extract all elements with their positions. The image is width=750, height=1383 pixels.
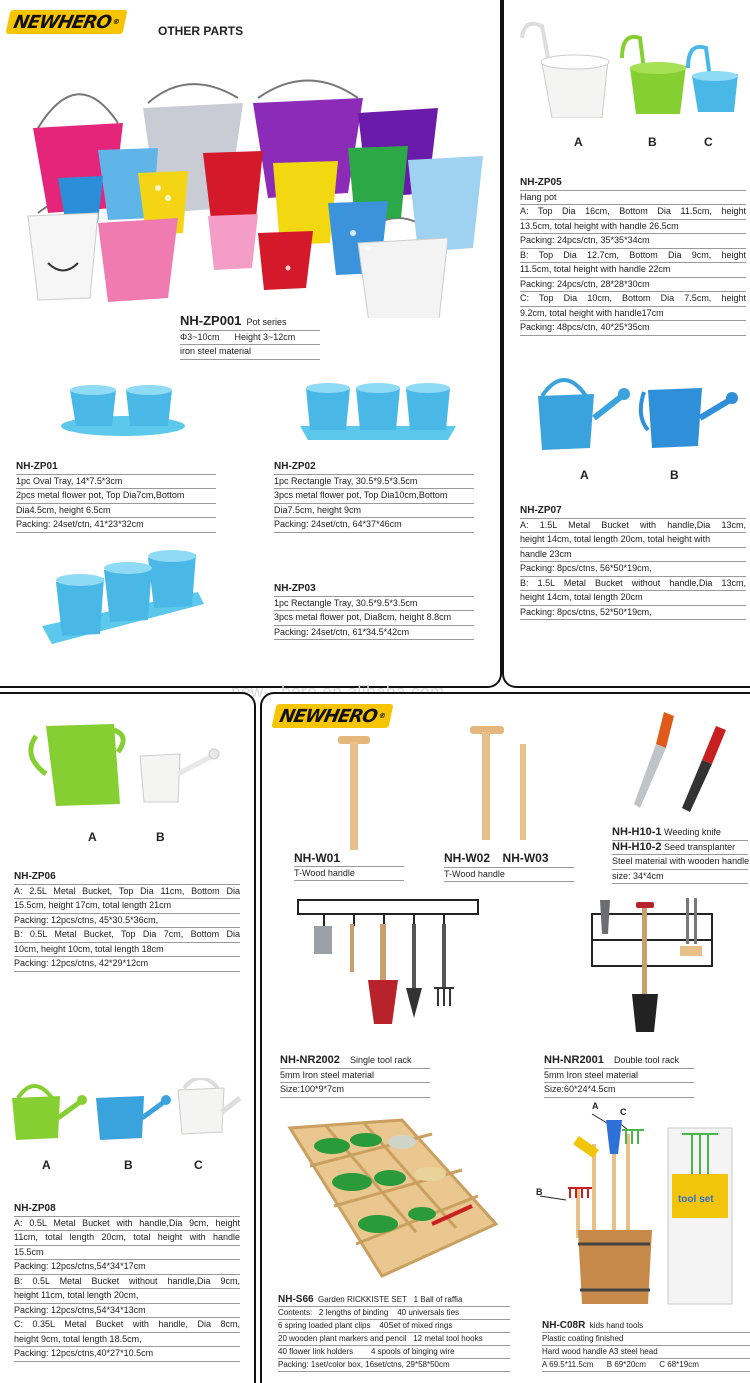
zp05-code: NH-ZP05	[520, 176, 746, 191]
zp07-line: height 14cm, total length 20cm, total height with	[520, 533, 746, 548]
zp001-code: NH-ZP001	[180, 313, 242, 328]
zp06-buckets-image	[22, 716, 242, 816]
zp05-hang-pots-image	[512, 18, 742, 118]
c08r-pic-label: B	[536, 1187, 543, 1197]
zp08-line: 11cm, total length 20cm, total height with handle	[14, 1231, 240, 1246]
zp08-line: 15.5cm	[14, 1246, 240, 1261]
w01-code: NH-W01	[294, 852, 404, 867]
w01-handle-image	[334, 734, 374, 854]
zp07-line: handle 23cm	[520, 548, 746, 563]
zp01-line: Packing: 24set/ctn, 41*23*32cm	[16, 518, 216, 533]
zp05-line: Packing: 24pcs/ctn, 35*35*34cm	[520, 234, 746, 249]
nr2002-rack-image	[294, 894, 484, 1034]
zp02-line: Packing: 24set/ctn, 64*37*46cm	[274, 518, 474, 533]
w02-w03-handles-image	[464, 724, 534, 844]
s66-cell: 2 lengths of binding	[318, 1308, 389, 1317]
s66-box-image	[282, 1114, 502, 1284]
zp05-label: A	[574, 135, 583, 149]
zp08-line: Packing: 12pcs/ctns,54*34*17cm	[14, 1260, 240, 1275]
zp03-line: 1pc Rectangle Tray, 30.5*9.5*3.5cm	[274, 597, 474, 612]
nr2002-code: NH-NR2002	[280, 1054, 340, 1066]
zp07-watering-cans-image	[524, 366, 744, 461]
pot-series-image	[18, 68, 498, 318]
zp001-material: iron steel material	[180, 345, 320, 360]
w01-block	[294, 852, 404, 881]
zp08-line: A: 0.5L Metal Bucket with handle,Dia 9cm, height	[14, 1217, 240, 1232]
zp07-label: A	[580, 468, 589, 482]
zp001-dia: Φ3~10cm	[180, 331, 220, 342]
h10-knives-image	[626, 708, 736, 818]
zp03-block	[274, 582, 474, 640]
zp05-line: 13.5cm, total height with handle 26.5cm	[520, 220, 746, 235]
c08r-line: Plastic coating finished	[542, 1333, 750, 1346]
c08r-size: B 69*20cm	[606, 1360, 646, 1369]
nr2001-block	[544, 1054, 694, 1098]
zp06-code: NH-ZP06	[14, 870, 240, 885]
zp08-label: C	[194, 1158, 203, 1172]
h10-line: Steel material with wooden handle	[612, 855, 748, 870]
zp06-line: 15.5cm, height 17cm, total length 21cm	[14, 899, 240, 914]
zp08-line: height 9cm, total length 18.5cm,	[14, 1333, 240, 1348]
zp03-tray-image	[38, 548, 208, 648]
zp05-line: A: Top Dia 16cm, Bottom Dia 11.5cm, height	[520, 205, 746, 220]
zp06-line: A: 2.5L Metal Bucket, Top Dia 11cm, Bottom Dia	[14, 885, 240, 900]
newhero-logo: NEWHERO ®	[271, 704, 393, 728]
zp08-line: Packing: 12pcs/ctns,40*27*10.5cm	[14, 1347, 240, 1362]
zp08-line: Packing: 12pcs/ctns,54*34*13cm	[14, 1304, 240, 1319]
c08r-block	[542, 1320, 750, 1372]
w03-code: NH-W03	[502, 851, 549, 865]
zp01-code: NH-ZP01	[16, 460, 216, 475]
zp05-line: C: Top Dia 10cm, Bottom Dia 7.5cm, height	[520, 292, 746, 307]
h10-1-code: NH-H10-1	[612, 826, 662, 838]
s66-cell: 20 wooden plant markers and pencil	[278, 1334, 407, 1343]
zp06-label: B	[156, 830, 165, 844]
nr2001-line: Size:60*24*4.5cm	[544, 1083, 694, 1098]
zp06-line: Packing: 12pcs/ctns, 42*29*12cm	[14, 957, 240, 972]
c08r-line: Hard wood handle A3 steel head	[542, 1346, 750, 1359]
nr2001-rack-image	[588, 894, 718, 1034]
s66-block	[278, 1294, 510, 1372]
zp07-code: NH-ZP07	[520, 504, 746, 519]
nr2002-line: Size:100*9*7cm	[280, 1083, 430, 1098]
w01-desc: T-Wood handle	[294, 867, 404, 882]
s66-name: Garden RICKKISTE SET	[318, 1295, 407, 1304]
zp05-line: Packing: 24pcs/ctn, 28*28*30cm	[520, 278, 746, 293]
zp07-line: Packing: 8pcs/ctns, 56*50*19cm,	[520, 562, 746, 577]
zp08-line: C: 0.35L Metal Bucket with handle, Dia 8cm,	[14, 1318, 240, 1333]
panel-hang-pots	[502, 0, 750, 688]
zp06-line: B: 0.5L Metal Bucket, Top Dia 7cm, Bottom Dia	[14, 928, 240, 943]
zp07-line: Packing: 8pcs/ctns, 52*50*19cm,	[520, 606, 746, 621]
zp08-line: B: 0.5L Metal Bucket without handle,Dia 9cm,	[14, 1275, 240, 1290]
zp02-block	[274, 460, 474, 533]
c08r-size: A 69.5*11.5cm	[542, 1360, 594, 1369]
zp06-label: A	[88, 830, 97, 844]
zp02-line: 3pcs metal flower pot, Top Dia10cm,Bottom	[274, 489, 474, 504]
nr2002-name: Single tool rack	[349, 1055, 412, 1065]
s66-cell: 12 metal tool hooks	[413, 1334, 483, 1343]
panel-watering-buckets	[0, 692, 256, 1383]
zp07-line: A: 1.5L Metal Bucket with handle,Dia 13cm,	[520, 519, 746, 534]
zp02-line: Dia7.5cm, height 9cm	[274, 504, 474, 519]
w02-code: NH-W02	[444, 851, 491, 865]
zp05-line: 9.2cm, total height with handle17cm	[520, 307, 746, 322]
zp05-label: B	[648, 135, 657, 149]
nr2001-line: 5mm Iron steel material	[544, 1069, 694, 1084]
zp06-block	[14, 870, 240, 972]
zp08-label: A	[42, 1158, 51, 1172]
zp05-line: Packing: 48pcs/ctn, 40*25*35cm	[520, 321, 746, 336]
s66-extra: 1 Ball of raffia	[413, 1295, 463, 1304]
zp001-name: Pot series	[246, 317, 287, 327]
section-title: OTHER PARTS	[158, 24, 244, 38]
zp07-label: B	[670, 468, 679, 482]
zp03-line: 3pcs metal flower pot, Dia8cm, height 8.8cm	[274, 611, 474, 626]
s66-cell: Contents:	[278, 1308, 313, 1317]
c08r-code: NH-C08R	[542, 1320, 586, 1331]
nr2002-line: 5mm Iron steel material	[280, 1069, 430, 1084]
s66-cell: 6 spring loaded plant clips	[278, 1321, 371, 1330]
nr2001-name: Double tool rack	[613, 1055, 679, 1065]
panel-other-parts	[0, 0, 502, 688]
zp06-line: 10cm, height 10cm, total length 18cm	[14, 943, 240, 958]
h10-line: size: 34*4cm	[612, 870, 748, 885]
s66-cell: 40Set of mixed rings	[379, 1321, 453, 1330]
s66-code: NH-S66	[278, 1294, 314, 1305]
zp01-tray-image	[58, 378, 188, 438]
zp05-line: B: Top Dia 12.7cm, Bottom Dia 9cm, height	[520, 249, 746, 264]
h10-block	[612, 826, 748, 884]
zp07-line: B: 1.5L Metal Bucket without handle,Dia 13cm,	[520, 577, 746, 592]
nr2002-block	[280, 1054, 430, 1098]
zp05-line: 11.5cm, total height with handle 22cm	[520, 263, 746, 278]
zp05-line: Hang pot	[520, 191, 746, 206]
c08r-pic-label: A	[592, 1101, 599, 1111]
zp01-line: 2pcs metal flower pot, Top Dia7cm,Bottom	[16, 489, 216, 504]
zp08-buckets-image	[4, 1078, 244, 1148]
zp001-height: Height 3~12cm	[234, 331, 296, 342]
zp02-code: NH-ZP02	[274, 460, 474, 475]
h10-2-code: NH-H10-2	[612, 840, 662, 853]
zp08-block	[14, 1202, 240, 1362]
c08r-size: C 68*19cm	[659, 1360, 699, 1369]
zp05-label: C	[704, 135, 713, 149]
zp01-line: 1pc Oval Tray, 14*7.5*3cm	[16, 475, 216, 490]
c08r-box-text: tool set	[678, 1194, 714, 1205]
zp08-line: height 11cm, total length 20cm,	[14, 1289, 240, 1304]
s66-cell: 4 spools of binging wire	[370, 1347, 455, 1356]
zp07-block	[520, 504, 746, 620]
newhero-logo: NEWHERO ®	[5, 10, 127, 34]
zp05-block	[520, 176, 746, 336]
h10-1-name: Weeding knife	[664, 827, 721, 837]
s66-cell: Packing: 1set/color box, 16set/ctns, 29*58*50cm	[278, 1359, 510, 1372]
c08r-kids-tools-image	[532, 1104, 742, 1314]
nr2001-code: NH-NR2001	[544, 1054, 604, 1066]
h10-2-name: Seed transplanter	[664, 841, 736, 852]
zp08-code: NH-ZP08	[14, 1202, 240, 1217]
zp02-line: 1pc Rectangle Tray, 30.5*9.5*3.5cm	[274, 475, 474, 490]
zp07-line: height 14cm, total length 20cm	[520, 591, 746, 606]
c08r-pic-label: C	[620, 1107, 627, 1117]
w02-desc: T-Wood handle	[444, 868, 574, 883]
c08r-name: kids hand tools	[589, 1321, 644, 1330]
zp08-label: B	[124, 1158, 133, 1172]
zp02-tray-image	[298, 378, 458, 443]
zp06-line: Packing: 12pcs/ctns, 45*30.5*36cm,	[14, 914, 240, 929]
zp001-caption	[180, 314, 320, 360]
s66-cell: 40 flower link holders	[278, 1347, 354, 1356]
zp01-line: Dia4.5cm, height 6.5cm	[16, 504, 216, 519]
zp01-block	[16, 460, 216, 533]
zp03-line: Packing: 24set/ctn, 61*34.5*42cm	[274, 626, 474, 641]
s66-cell: 40 universals ties	[397, 1308, 460, 1317]
zp03-code: NH-ZP03	[274, 582, 474, 597]
w02-block	[444, 852, 574, 882]
panel-garden-tools	[260, 692, 750, 1383]
